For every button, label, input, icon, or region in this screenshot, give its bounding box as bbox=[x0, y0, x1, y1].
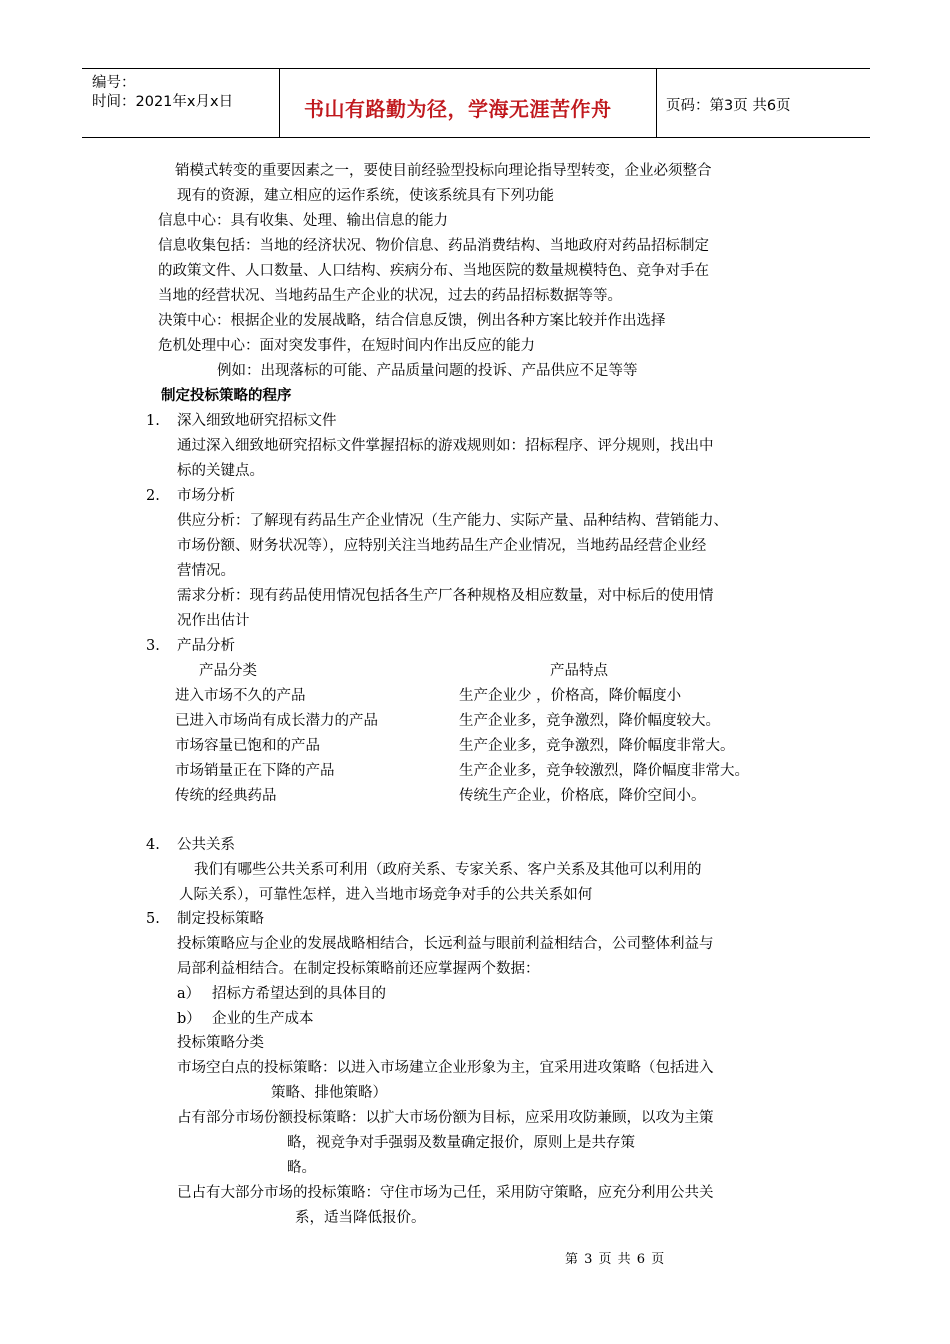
table-cell-category: 市场容量已饱和的产品 bbox=[175, 738, 320, 754]
step-text: 我们有哪些公共关系可利用（政府关系、专家关系、客户关系及其他可以利用的 bbox=[194, 862, 702, 878]
info-collect-line: 信息收集包括：当地的经济状况、物价信息、药品消费结构、当地政府对药品招标制定 bbox=[158, 238, 709, 254]
header-divider bbox=[279, 69, 280, 137]
table-cell-feature: 生产企业多，竞争激烈，降价幅度非常大。 bbox=[459, 738, 735, 754]
strategy-text: 市场空白点的投标策略：以进入市场建立企业形象为主，宜采用进攻策略（包括进入 bbox=[177, 1060, 714, 1076]
strategy-types-heading: 投标策略分类 bbox=[177, 1035, 264, 1051]
table-cell-feature: 生产企业少 ，价格高，降价幅度小 bbox=[459, 688, 682, 704]
table-header-category: 产品分类 bbox=[199, 663, 257, 679]
table-header-feature: 产品特点 bbox=[550, 663, 608, 679]
list-marker: a） bbox=[177, 986, 201, 1002]
step-text: 标的关键点。 bbox=[177, 463, 264, 479]
step-number: 5. bbox=[146, 911, 160, 927]
header-divider bbox=[656, 69, 657, 137]
header-date-label: 时间：2021年x月x日 bbox=[92, 94, 234, 110]
step-text: 通过深入细致地研究招标文件掌握招标的游戏规则如：招标程序、评分规则，找出中 bbox=[177, 438, 714, 454]
table-cell-feature: 传统生产企业，价格底，降价空间小。 bbox=[459, 788, 706, 804]
crisis-center-line: 危机处理中心：面对突发事件，在短时间内作出反应的能力 bbox=[158, 338, 535, 354]
header-page-label: 页码：第3页 共6页 bbox=[666, 98, 791, 114]
step-number: 2. bbox=[146, 488, 160, 504]
procedure-heading: 制定投标策略的程序 bbox=[161, 387, 292, 404]
step-text: 供应分析：了解现有药品生产企业情况（生产能力、实际产量、品种结构、营销能力、 bbox=[177, 513, 728, 529]
table-cell-category: 传统的经典药品 bbox=[175, 788, 277, 804]
table-cell-category: 已进入市场尚有成长潜力的产品 bbox=[175, 713, 378, 729]
decision-center-line: 决策中心：根据企业的发展战略，结合信息反馈，例出各种方案比较并作出选择 bbox=[158, 313, 666, 329]
strategy-text: 略。 bbox=[287, 1160, 316, 1176]
step-number: 3. bbox=[146, 638, 160, 654]
step-title: 公共关系 bbox=[177, 837, 235, 853]
crisis-example-line: 例如：出现落标的可能、产品质量问题的投诉、产品供应不足等等 bbox=[217, 363, 638, 379]
step-number: 4. bbox=[146, 837, 160, 853]
step-title: 产品分析 bbox=[177, 638, 235, 654]
step-text: 况作出估计 bbox=[177, 613, 250, 629]
step-text: 局部利益相结合。在制定投标策略前还应掌握两个数据： bbox=[177, 961, 540, 977]
intro-line: 现有的资源，建立相应的运作系统，使该系统具有下列功能 bbox=[177, 188, 554, 204]
strategy-text: 略，视竞争对手强弱及数量确定报价，原则上是共存策 bbox=[287, 1135, 635, 1151]
step-text: 人际关系），可靠性怎样，进入当地市场竞争对手的公共关系如何 bbox=[179, 887, 593, 903]
info-collect-line: 当地的经营状况、当地药品生产企业的状况，过去的药品招标数据等等。 bbox=[158, 288, 622, 304]
step-text: 投标策略应与企业的发展战略相结合，长远利益与眼前利益相结合，公司整体利益与 bbox=[177, 936, 714, 952]
step-title: 制定投标策略 bbox=[177, 911, 264, 927]
step-text: 需求分析：现有药品使用情况包括各生产厂各种规格及相应数量，对中标后的使用情 bbox=[177, 588, 714, 604]
step-text: 市场份额、财务状况等），应特别关注当地药品生产企业情况，当地药品经营企业经 bbox=[177, 538, 707, 554]
table-cell-category: 市场销量正在下降的产品 bbox=[175, 763, 335, 779]
page-footer: 第 3 页 共 6 页 bbox=[565, 1252, 666, 1267]
step-title: 市场分析 bbox=[177, 488, 235, 504]
table-cell-feature: 生产企业多，竞争较激烈，降价幅度非常大。 bbox=[459, 763, 749, 779]
list-marker: b） bbox=[177, 1011, 201, 1027]
info-center-line: 信息中心：具有收集、处理、输出信息的能力 bbox=[158, 213, 448, 229]
strategy-text: 策略、排他策略） bbox=[271, 1085, 387, 1101]
header-number-label: 编号： bbox=[92, 75, 136, 91]
strategy-text: 系，适当降低报价。 bbox=[295, 1210, 426, 1226]
step-text: 营情况。 bbox=[177, 563, 235, 579]
list-item: 企业的生产成本 bbox=[212, 1011, 314, 1027]
strategy-text: 已占有大部分市场的投标策略：守住市场为己任，采用防守策略，应充分利用公共关 bbox=[177, 1185, 714, 1201]
info-collect-line: 的政策文件、人口数量、人口结构、疾病分布、当地医院的数量规模特色、竞争对手在 bbox=[158, 263, 709, 279]
list-item: 招标方希望达到的具体目的 bbox=[212, 986, 386, 1002]
intro-line: 销模式转变的重要因素之一，要使目前经验型投标向理论指导型转变，企业必须整合 bbox=[175, 163, 712, 179]
table-cell-category: 进入市场不久的产品 bbox=[175, 688, 306, 704]
step-title: 深入细致地研究招标文件 bbox=[177, 413, 337, 429]
strategy-text: 占有部分市场份额投标策略：以扩大市场份额为目标，应采用攻防兼顾，以攻为主策 bbox=[177, 1110, 714, 1126]
table-cell-feature: 生产企业多，竞争激烈，降价幅度较大。 bbox=[459, 713, 720, 729]
header-motto: 书山有路勤为径，学海无涯苦作舟 bbox=[304, 97, 612, 121]
step-number: 1. bbox=[146, 413, 160, 429]
